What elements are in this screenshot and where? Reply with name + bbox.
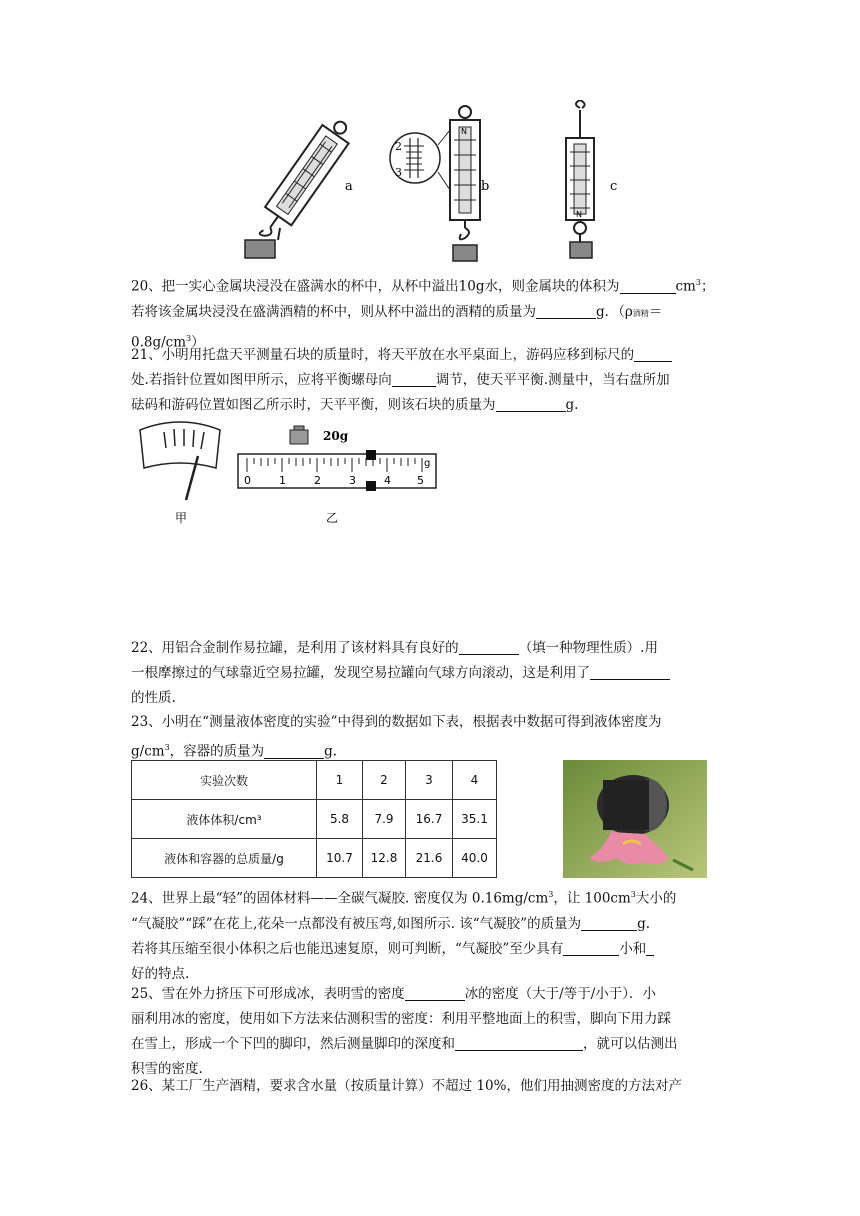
answer-blank-20-2[interactable]: [536, 302, 596, 319]
spring-scales-figure: [240, 100, 640, 265]
ruler-tick-1: 1: [279, 474, 286, 487]
table-cell: 12.8: [363, 839, 406, 878]
question-25: 25、雪在外力挤压下可形成冰，表明雪的密度 冰的密度（大于/等于/小于）．小 丽利用冰的密度，使用如下方法来估测积雪的密度：利用平整地面上的积雪，脚向下用力踩 在雪上，形成一个下凹的脚印，然后测量脚印的深度和 ，就可以估测出 积雪的密度.: [131, 986, 678, 1077]
aerogel-photo: [563, 760, 707, 878]
question-24: 24、世界上最“轻”的固体材料——全碳气凝胶. 密度仅为 $0.16mg/cm^3$，让 $100cm^3$大小的 “气凝胶”“踩”在花上,花朵一点都没有被压弯,如图所示. 该“气凝胶”的质量为 g. 若将其压缩至很小体积之后也能迅速复原，则可判断，“气凝胶”至少具有 小和 好的特点.: [131, 890, 677, 982]
scale-unit-b: N: [461, 127, 467, 136]
answer-blank-24-3[interactable]: [646, 939, 654, 956]
table-cell: 10.7: [317, 839, 363, 878]
rider: [366, 450, 376, 460]
table-row: [132, 761, 497, 800]
spring-scale-b: [450, 106, 480, 261]
question-23: 23、小明在“测量液体密度的实验”中得到的数据如下表，根据表中数据可得到液体密度为 $g/cm^3$，容器的质量为 g.: [131, 714, 662, 760]
table-cell: 35.1: [453, 800, 497, 839]
table-cell: 21.6: [406, 839, 453, 878]
table-row: [132, 800, 497, 839]
answer-blank-25-1[interactable]: [405, 984, 465, 1001]
weight-a: [245, 228, 280, 258]
label-yi: 乙: [326, 511, 339, 525]
zoom-tick-3: 3: [395, 166, 402, 179]
weight-20g: [290, 426, 349, 444]
label-jia: 甲: [175, 511, 188, 525]
spring-scale-c: [566, 100, 594, 258]
scale-unit-c: N: [576, 210, 582, 219]
table-cell: 16.7: [406, 800, 453, 839]
table-header-cell: 实验次数: [132, 761, 317, 800]
answer-blank-23-2[interactable]: [264, 742, 324, 759]
answer-blank-21-1[interactable]: [634, 345, 672, 362]
answer-blank-20-1[interactable]: [620, 277, 676, 294]
table-row: [132, 839, 497, 878]
answer-blank-25-2[interactable]: [455, 1034, 583, 1051]
ruler-unit: g: [424, 458, 431, 469]
answer-blank-24-2[interactable]: [563, 939, 619, 956]
ruler: [238, 450, 436, 491]
zoom-tick-2: 2: [395, 140, 402, 153]
table-cell: 3: [406, 761, 453, 800]
ruler-tick-0: 0: [244, 474, 251, 487]
question-22: 22、用铝合金制作易拉罐，是利用了该材料具有良好的 （填一种物理性质）.用 一根摩擦过的气球靠近空易拉罐，发现空易拉罐向气球方向滚动，这是利用了 的性质.: [131, 636, 731, 711]
density-data-table: [131, 760, 497, 878]
scale-label-b: b: [481, 179, 490, 194]
table-cell: 5.8: [317, 800, 363, 839]
ruler-tick-3: 3: [349, 474, 356, 487]
table-cell: 2: [363, 761, 406, 800]
table-header-cell: 液体和容器的总质量/g: [132, 839, 317, 878]
answer-blank-22-2[interactable]: [590, 663, 670, 680]
table-cell: 1: [317, 761, 363, 800]
answer-blank-21-2[interactable]: [392, 370, 436, 387]
table-cell: 4: [453, 761, 497, 800]
answer-blank-21-3[interactable]: [496, 395, 566, 412]
balance-figure: [130, 418, 450, 533]
zoom-circle: [390, 130, 450, 190]
table-header-cell: 液体体积/cm³: [132, 800, 317, 839]
table-cell: 40.0: [453, 839, 497, 878]
question-21: 21、小明用托盘天平测量石块的质量时，将天平放在水平桌面上，游码应移到标尺的 处.若指针位置如图甲所示，应将平衡螺母向 调节，使天平平衡.测量中，当右盘所加 砝码和游码位置如图乙所示时，天平平衡，则该石块的质量为 g.: [131, 343, 731, 418]
question-20: 20、把一实心金属块浸没在盛满水的杯中，从杯中溢出10g水，则金属块的体积为 $cm^3$； 若将该金属块浸没在盛满酒精的杯中，则从杯中溢出的酒精的质量为 g．（ρ酒精＝ $0.8g/cm^3$）: [131, 278, 715, 350]
answer-blank-22-1[interactable]: [459, 638, 519, 655]
answer-blank-24-1[interactable]: [581, 914, 637, 931]
ruler-tick-5: 5: [417, 474, 424, 487]
svg-text:20g: 20g: [323, 429, 349, 443]
pointer-dial: [140, 422, 220, 500]
spring-scale-a: [251, 114, 357, 246]
ruler-tick-4: 4: [384, 474, 391, 487]
scale-label-c: c: [610, 179, 618, 194]
scale-label-a: a: [345, 179, 353, 194]
table-cell: 7.9: [363, 800, 406, 839]
question-26: 26、某工厂生产酒精，要求含水量（按质量计算）不超过 10%，他们用抽测密度的方法对产: [131, 1078, 682, 1094]
ruler-tick-2: 2: [314, 474, 321, 487]
